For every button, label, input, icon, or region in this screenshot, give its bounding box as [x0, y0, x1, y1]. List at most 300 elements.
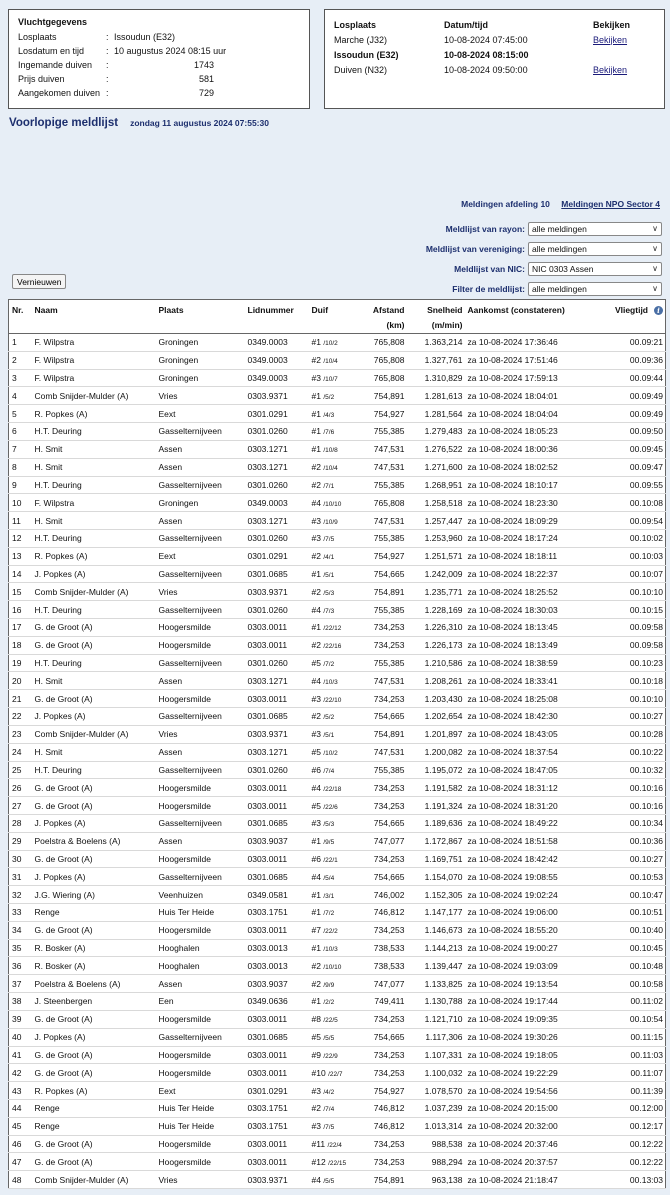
cell-nr: 37 — [9, 975, 32, 993]
duif-entry: /7/5 — [323, 536, 335, 544]
duif-rank: #1 — [311, 390, 321, 401]
cell-vliegtijd: 00.09:21 — [583, 334, 666, 352]
cell-vliegtijd: 00.10:32 — [583, 761, 666, 779]
cell-snelheid: 1.154,070 — [407, 868, 465, 886]
cell-nr: 19 — [9, 654, 32, 672]
cell-naam: R. Popkes (A) — [32, 547, 156, 565]
duif-rank: #12 — [311, 1156, 326, 1167]
cell-naam: Comb Snijder-Mulder (A) — [32, 387, 156, 405]
cell-nr: 2 — [9, 351, 32, 369]
cell-lidnummer: 0301.0260 — [245, 761, 309, 779]
cell-naam: H. Smit — [32, 512, 156, 530]
cell-lidnummer: 0303.1271 — [245, 440, 309, 458]
duif-entry: /5/2 — [323, 714, 335, 722]
cell-naam: J.G. Wiering (A) — [32, 886, 156, 904]
duif-rank: #3 — [311, 515, 321, 526]
filter-row — [454, 261, 662, 276]
table-row — [9, 369, 666, 387]
cell-nr: 38 — [9, 993, 32, 1011]
cell-snelheid: 1.195,072 — [407, 761, 465, 779]
release-view-link[interactable]: Bekijken — [593, 64, 628, 75]
cell-nr: 4 — [9, 387, 32, 405]
cell-afstand: 747,531 — [357, 440, 407, 458]
cell-nr: 22 — [9, 708, 32, 726]
cell-lidnummer: 0303.1751 — [245, 1099, 309, 1117]
cell-afstand: 755,385 — [357, 529, 407, 547]
cell-plaats: Assen — [156, 975, 245, 993]
release-view-link[interactable]: Bekijken — [593, 34, 628, 45]
cell-afstand: 734,253 — [357, 1135, 407, 1153]
cell-snelheid: 1.281,613 — [407, 387, 465, 405]
cell-vliegtijd: 00.10:10 — [583, 583, 666, 601]
cell-aankomst: za 10-08-2024 19:00:27 — [465, 939, 583, 957]
table-row — [9, 334, 666, 352]
duif-rank: #2 — [311, 462, 321, 473]
cell-lidnummer: 0303.9371 — [245, 1171, 309, 1189]
duif-entry: /22/7 — [328, 1070, 343, 1078]
cell-duif — [309, 1117, 357, 1135]
cell-snelheid: 1.191,324 — [407, 797, 465, 815]
cell-afstand: 754,891 — [357, 387, 407, 405]
filter-select[interactable] — [528, 222, 662, 236]
cell-aankomst: za 10-08-2024 18:31:12 — [465, 779, 583, 797]
cell-duif — [309, 601, 357, 619]
cell-vliegtijd: 00.12:22 — [583, 1135, 666, 1153]
table-row — [9, 814, 666, 832]
cell-duif — [309, 797, 357, 815]
table-row — [9, 708, 666, 726]
cell-vliegtijd: 00.10:08 — [583, 494, 666, 512]
release-header-view: Bekijken — [593, 19, 631, 30]
cell-naam: J. Popkes (A) — [32, 708, 156, 726]
duif-entry: /5/1 — [323, 732, 335, 740]
chevron-down-icon: ∨ — [652, 283, 658, 293]
cell-snelheid: 1.201,897 — [407, 725, 465, 743]
cell-aankomst: za 10-08-2024 18:22:37 — [465, 565, 583, 583]
release-view-cell — [593, 35, 655, 45]
duif-rank: #3 — [311, 373, 321, 384]
meldingen-links — [452, 199, 660, 209]
cell-aankomst: za 10-08-2024 19:03:09 — [465, 957, 583, 975]
cell-snelheid: 1.189,636 — [407, 814, 465, 832]
filter-select[interactable] — [528, 282, 662, 296]
duif-rank: #3 — [311, 1085, 321, 1096]
cell-aankomst: za 10-08-2024 18:13:49 — [465, 636, 583, 654]
table-row — [9, 529, 666, 547]
cell-snelheid: 1.117,306 — [407, 1028, 465, 1046]
cell-vliegtijd: 00.10:28 — [583, 725, 666, 743]
cell-duif — [309, 387, 357, 405]
cell-aankomst: za 10-08-2024 18:30:03 — [465, 601, 583, 619]
cell-duif — [309, 779, 357, 797]
col-snelheid-label: Snelheid — [427, 305, 463, 315]
duif-rank: #1 — [311, 444, 321, 455]
cell-snelheid: 1.144,213 — [407, 939, 465, 957]
duif-entry: /10/4 — [323, 465, 338, 473]
cell-aankomst: za 10-08-2024 19:18:05 — [465, 1046, 583, 1064]
cell-lidnummer: 0301.0685 — [245, 814, 309, 832]
cell-vliegtijd: 00.10:36 — [583, 832, 666, 850]
cell-duif — [309, 1135, 357, 1153]
cell-nr: 27 — [9, 797, 32, 815]
duif-rank: #8 — [311, 1014, 321, 1025]
cell-snelheid: 1.169,751 — [407, 850, 465, 868]
cell-naam: H.T. Deuring — [32, 601, 156, 619]
cell-afstand: 734,253 — [357, 1046, 407, 1064]
cell-afstand: 755,385 — [357, 423, 407, 441]
cell-nr: 5 — [9, 405, 32, 423]
flight-info-row — [18, 72, 300, 86]
cell-snelheid: 988,538 — [407, 1135, 465, 1153]
cell-vliegtijd: 00.12:22 — [583, 1153, 666, 1171]
cell-vliegtijd: 00.09:49 — [583, 405, 666, 423]
cell-nr: 44 — [9, 1099, 32, 1117]
cell-afstand: 734,253 — [357, 850, 407, 868]
duif-entry: /10/3 — [323, 946, 338, 954]
col-snelheid — [407, 300, 465, 334]
cell-plaats: Een — [156, 993, 245, 1011]
cell-vliegtijd: 00.10:45 — [583, 939, 666, 957]
cell-naam: H.T. Deuring — [32, 654, 156, 672]
table-row — [9, 1117, 666, 1135]
cell-afstand: 765,808 — [357, 351, 407, 369]
cell-nr: 6 — [9, 423, 32, 441]
duif-entry: /4/2 — [323, 1088, 335, 1096]
duif-rank: #4 — [311, 675, 321, 686]
table-row — [9, 904, 666, 922]
table-row — [9, 690, 666, 708]
duif-entry: /22/1 — [323, 856, 338, 864]
cell-lidnummer: 0349.0003 — [245, 494, 309, 512]
flight-info-separator: : — [106, 60, 109, 70]
cell-plaats: Hoogersmilde — [156, 1064, 245, 1082]
release-row — [334, 32, 655, 47]
cell-aankomst: za 10-08-2024 20:15:00 — [465, 1099, 583, 1117]
duif-entry: /7/6 — [323, 429, 335, 437]
duif-rank: #9 — [311, 1049, 321, 1060]
cell-afstand: 734,253 — [357, 1010, 407, 1028]
cell-naam: H.T. Deuring — [32, 476, 156, 494]
duif-entry: /4/1 — [323, 554, 335, 562]
cell-lidnummer: 0303.0011 — [245, 1046, 309, 1064]
cell-snelheid: 1.276,522 — [407, 440, 465, 458]
table-row — [9, 761, 666, 779]
cell-aankomst: za 10-08-2024 21:18:47 — [465, 1171, 583, 1189]
cell-naam: H. Smit — [32, 458, 156, 476]
cell-lidnummer: 0303.0011 — [245, 779, 309, 797]
cell-plaats: Groningen — [156, 494, 245, 512]
duif-entry: /22/4 — [327, 1141, 342, 1149]
cell-aankomst: za 10-08-2024 18:51:58 — [465, 832, 583, 850]
filter-select[interactable] — [528, 242, 662, 256]
duif-entry: /10/10 — [323, 963, 342, 971]
cell-vliegtijd: 00.10:10 — [583, 690, 666, 708]
flight-info-row — [18, 30, 300, 44]
duif-entry: /7/5 — [323, 1124, 335, 1132]
duif-rank: #1 — [311, 889, 321, 900]
chevron-down-icon: ∨ — [652, 263, 658, 273]
table-row — [9, 476, 666, 494]
cell-afstand: 747,531 — [357, 458, 407, 476]
info-icon[interactable]: i — [654, 306, 663, 315]
cell-aankomst: za 10-08-2024 18:18:11 — [465, 547, 583, 565]
duif-rank: #4 — [311, 1174, 321, 1185]
cell-vliegtijd: 00.10:48 — [583, 957, 666, 975]
cell-duif — [309, 547, 357, 565]
cell-aankomst: za 10-08-2024 18:23:30 — [465, 494, 583, 512]
table-row — [9, 957, 666, 975]
cell-naam: H.T. Deuring — [32, 529, 156, 547]
duif-entry: /22/10 — [323, 696, 342, 704]
cell-snelheid: 1.130,788 — [407, 993, 465, 1011]
cell-plaats: Assen — [156, 458, 245, 476]
cell-plaats: Assen — [156, 832, 245, 850]
cell-afstand: 747,531 — [357, 672, 407, 690]
cell-plaats: Huis Ter Heide — [156, 1099, 245, 1117]
cell-snelheid: 1.279,483 — [407, 423, 465, 441]
cell-naam: G. de Groot (A) — [32, 636, 156, 654]
cell-aankomst: za 10-08-2024 18:38:59 — [465, 654, 583, 672]
cell-vliegtijd: 00.10:40 — [583, 921, 666, 939]
table-row — [9, 547, 666, 565]
cell-plaats: Gasselternijveen — [156, 654, 245, 672]
cell-afstand: 754,891 — [357, 725, 407, 743]
cell-plaats: Groningen — [156, 351, 245, 369]
table-row — [9, 832, 666, 850]
duif-rank: #1 — [311, 426, 321, 437]
duif-rank: #2 — [311, 479, 321, 490]
cell-lidnummer: 0301.0260 — [245, 529, 309, 547]
table-row — [9, 351, 666, 369]
results-table — [8, 299, 666, 1189]
cell-aankomst: za 10-08-2024 18:49:22 — [465, 814, 583, 832]
cell-nr: 21 — [9, 690, 32, 708]
cell-snelheid: 1.147,177 — [407, 904, 465, 922]
release-header-datetime: Datum/tijd — [444, 19, 488, 30]
duif-rank: #1 — [311, 943, 321, 954]
cell-plaats: Assen — [156, 440, 245, 458]
cell-afstand: 755,385 — [357, 654, 407, 672]
col-snelheid-unit: (m/min) — [431, 320, 463, 330]
duif-rank: #2 — [311, 355, 321, 366]
cell-nr: 35 — [9, 939, 32, 957]
cell-plaats: Gasselternijveen — [156, 1028, 245, 1046]
cell-plaats: Hoogersmilde — [156, 1010, 245, 1028]
cell-afstand: 755,385 — [357, 761, 407, 779]
duif-rank: #2 — [311, 551, 321, 562]
cell-vliegtijd: 00.10:58 — [583, 975, 666, 993]
cell-plaats: Veenhuizen — [156, 886, 245, 904]
cell-afstand: 746,002 — [357, 886, 407, 904]
cell-aankomst: za 10-08-2024 19:09:35 — [465, 1010, 583, 1028]
cell-naam: F. Wilpstra — [32, 494, 156, 512]
cell-snelheid: 1.146,673 — [407, 921, 465, 939]
cell-nr: 34 — [9, 921, 32, 939]
cell-lidnummer: 0301.0291 — [245, 547, 309, 565]
cell-naam: J. Popkes (A) — [32, 814, 156, 832]
cell-snelheid: 1.202,654 — [407, 708, 465, 726]
cell-naam: G. de Groot (A) — [32, 1064, 156, 1082]
cell-snelheid: 1.271,600 — [407, 458, 465, 476]
cell-lidnummer: 0303.0011 — [245, 690, 309, 708]
refresh-button[interactable]: Vernieuwen — [12, 274, 66, 289]
duif-rank: #5 — [311, 800, 321, 811]
cell-naam: G. de Groot (A) — [32, 619, 156, 637]
duif-rank: #11 — [311, 1138, 326, 1149]
cell-afstand: 747,077 — [357, 975, 407, 993]
cell-aankomst: za 10-08-2024 18:00:36 — [465, 440, 583, 458]
table-row — [9, 1028, 666, 1046]
duif-rank: #3 — [311, 818, 321, 829]
cell-snelheid: 1.078,570 — [407, 1082, 465, 1100]
flight-info-row — [18, 86, 300, 100]
cell-aankomst: za 10-08-2024 17:36:46 — [465, 334, 583, 352]
duif-entry: /22/12 — [323, 625, 342, 633]
cell-lidnummer: 0301.0260 — [245, 654, 309, 672]
cell-afstand: 734,253 — [357, 690, 407, 708]
cell-vliegtijd: 00.13:03 — [583, 1171, 666, 1189]
chevron-down-icon: ∨ — [652, 243, 658, 253]
cell-afstand: 747,531 — [357, 743, 407, 761]
duif-entry: /22/18 — [323, 785, 342, 793]
cell-nr: 26 — [9, 779, 32, 797]
cell-lidnummer: 0349.0636 — [245, 993, 309, 1011]
meldingen-afdeling-label: Meldingen afdeling 10 — [461, 199, 550, 209]
cell-afstand: 754,927 — [357, 1082, 407, 1100]
table-row — [9, 458, 666, 476]
cell-aankomst: za 10-08-2024 18:31:20 — [465, 797, 583, 815]
cell-vliegtijd: 00.10:53 — [583, 868, 666, 886]
table-row — [9, 387, 666, 405]
table-row — [9, 886, 666, 904]
table-row — [9, 868, 666, 886]
cell-nr: 25 — [9, 761, 32, 779]
table-row — [9, 565, 666, 583]
cell-nr: 33 — [9, 904, 32, 922]
flight-info-label: Losdatum en tijd — [18, 46, 85, 56]
duif-rank: #1 — [311, 836, 321, 847]
filter-value: alle meldingen — [532, 223, 587, 234]
release-place: Issoudun (E32) — [334, 49, 399, 60]
cell-snelheid: 1.139,447 — [407, 957, 465, 975]
cell-plaats: Gasselternijveen — [156, 529, 245, 547]
cell-naam: Comb Snijder-Mulder (A) — [32, 725, 156, 743]
cell-nr: 10 — [9, 494, 32, 512]
cell-snelheid: 1.107,331 — [407, 1046, 465, 1064]
cell-snelheid: 963,138 — [407, 1171, 465, 1189]
cell-duif — [309, 743, 357, 761]
flight-info-row — [18, 44, 300, 58]
filter-row — [426, 241, 662, 256]
cell-aankomst: za 10-08-2024 18:42:30 — [465, 708, 583, 726]
release-row — [334, 62, 655, 77]
cell-nr: 32 — [9, 886, 32, 904]
duif-rank: #1 — [311, 568, 321, 579]
duif-entry: /22/2 — [323, 928, 338, 936]
col-vliegtijd — [583, 300, 666, 334]
cell-naam: J. Popkes (A) — [32, 1028, 156, 1046]
filter-select[interactable] — [528, 262, 662, 276]
cell-vliegtijd: 00.10:03 — [583, 547, 666, 565]
flight-info-separator: : — [106, 88, 109, 98]
cell-aankomst: za 10-08-2024 19:30:26 — [465, 1028, 583, 1046]
flight-info-label: Losplaats — [18, 32, 57, 42]
duif-entry: /22/9 — [323, 1052, 338, 1060]
table-row — [9, 1046, 666, 1064]
cell-afstand: 754,665 — [357, 1028, 407, 1046]
cell-afstand: 754,891 — [357, 1171, 407, 1189]
cell-aankomst: za 10-08-2024 18:25:52 — [465, 583, 583, 601]
cell-naam: Renge — [32, 1099, 156, 1117]
cell-vliegtijd: 00.09:50 — [583, 423, 666, 441]
cell-plaats: Eext — [156, 405, 245, 423]
cell-plaats: Assen — [156, 512, 245, 530]
table-row — [9, 1010, 666, 1028]
col-vliegtijd-label: Vliegtijd — [614, 305, 648, 315]
cell-plaats: Hoogersmilde — [156, 1135, 245, 1153]
cell-vliegtijd: 00.10:27 — [583, 708, 666, 726]
cell-duif — [309, 690, 357, 708]
cell-snelheid: 1.121,710 — [407, 1010, 465, 1028]
cell-lidnummer: 0303.0011 — [245, 1010, 309, 1028]
cell-vliegtijd: 00.11:15 — [583, 1028, 666, 1046]
cell-naam: H. Smit — [32, 743, 156, 761]
filter-label: Meldlijst van vereniging: — [425, 243, 525, 254]
cell-lidnummer: 0301.0291 — [245, 1082, 309, 1100]
cell-lidnummer: 0303.0011 — [245, 619, 309, 637]
cell-afstand: 755,385 — [357, 476, 407, 494]
table-row — [9, 494, 666, 512]
meldingen-sector-link[interactable]: Meldingen NPO Sector 4 — [561, 199, 660, 209]
duif-entry: /5/2 — [323, 393, 335, 401]
cell-lidnummer: 0303.0011 — [245, 797, 309, 815]
cell-afstand: 734,253 — [357, 619, 407, 637]
cell-plaats: Gasselternijveen — [156, 868, 245, 886]
cell-vliegtijd: 00.10:34 — [583, 814, 666, 832]
duif-rank: #2 — [311, 960, 321, 971]
cell-aankomst: za 10-08-2024 19:06:00 — [465, 904, 583, 922]
duif-entry: /7/1 — [323, 482, 335, 490]
duif-rank: #2 — [311, 1103, 321, 1114]
table-row — [9, 405, 666, 423]
cell-naam: F. Wilpstra — [32, 351, 156, 369]
cell-vliegtijd: 00.12:17 — [583, 1117, 666, 1135]
release-place: Marche (J32) — [334, 34, 388, 45]
cell-plaats: Assen — [156, 743, 245, 761]
duif-entry: /5/5 — [323, 1035, 335, 1043]
cell-snelheid: 1.363,214 — [407, 334, 465, 352]
cell-nr: 17 — [9, 619, 32, 637]
cell-duif — [309, 725, 357, 743]
cell-duif — [309, 458, 357, 476]
cell-naam: G. de Groot (A) — [32, 1153, 156, 1171]
cell-aankomst: za 10-08-2024 18:13:45 — [465, 619, 583, 637]
filter-label: Meldlijst van rayon: — [445, 223, 525, 234]
cell-duif — [309, 583, 357, 601]
cell-lidnummer: 0303.1271 — [245, 458, 309, 476]
cell-duif — [309, 351, 357, 369]
cell-afstand: 754,665 — [357, 814, 407, 832]
cell-aankomst: za 10-08-2024 18:04:01 — [465, 387, 583, 405]
release-header-place: Losplaats — [334, 19, 377, 30]
cell-naam: Renge — [32, 904, 156, 922]
cell-snelheid: 1.191,582 — [407, 779, 465, 797]
cell-afstand: 746,812 — [357, 1099, 407, 1117]
release-places-box — [324, 9, 665, 109]
cell-snelheid: 1.251,571 — [407, 547, 465, 565]
duif-entry: /9/9 — [323, 981, 335, 989]
cell-lidnummer: 0303.9037 — [245, 832, 309, 850]
